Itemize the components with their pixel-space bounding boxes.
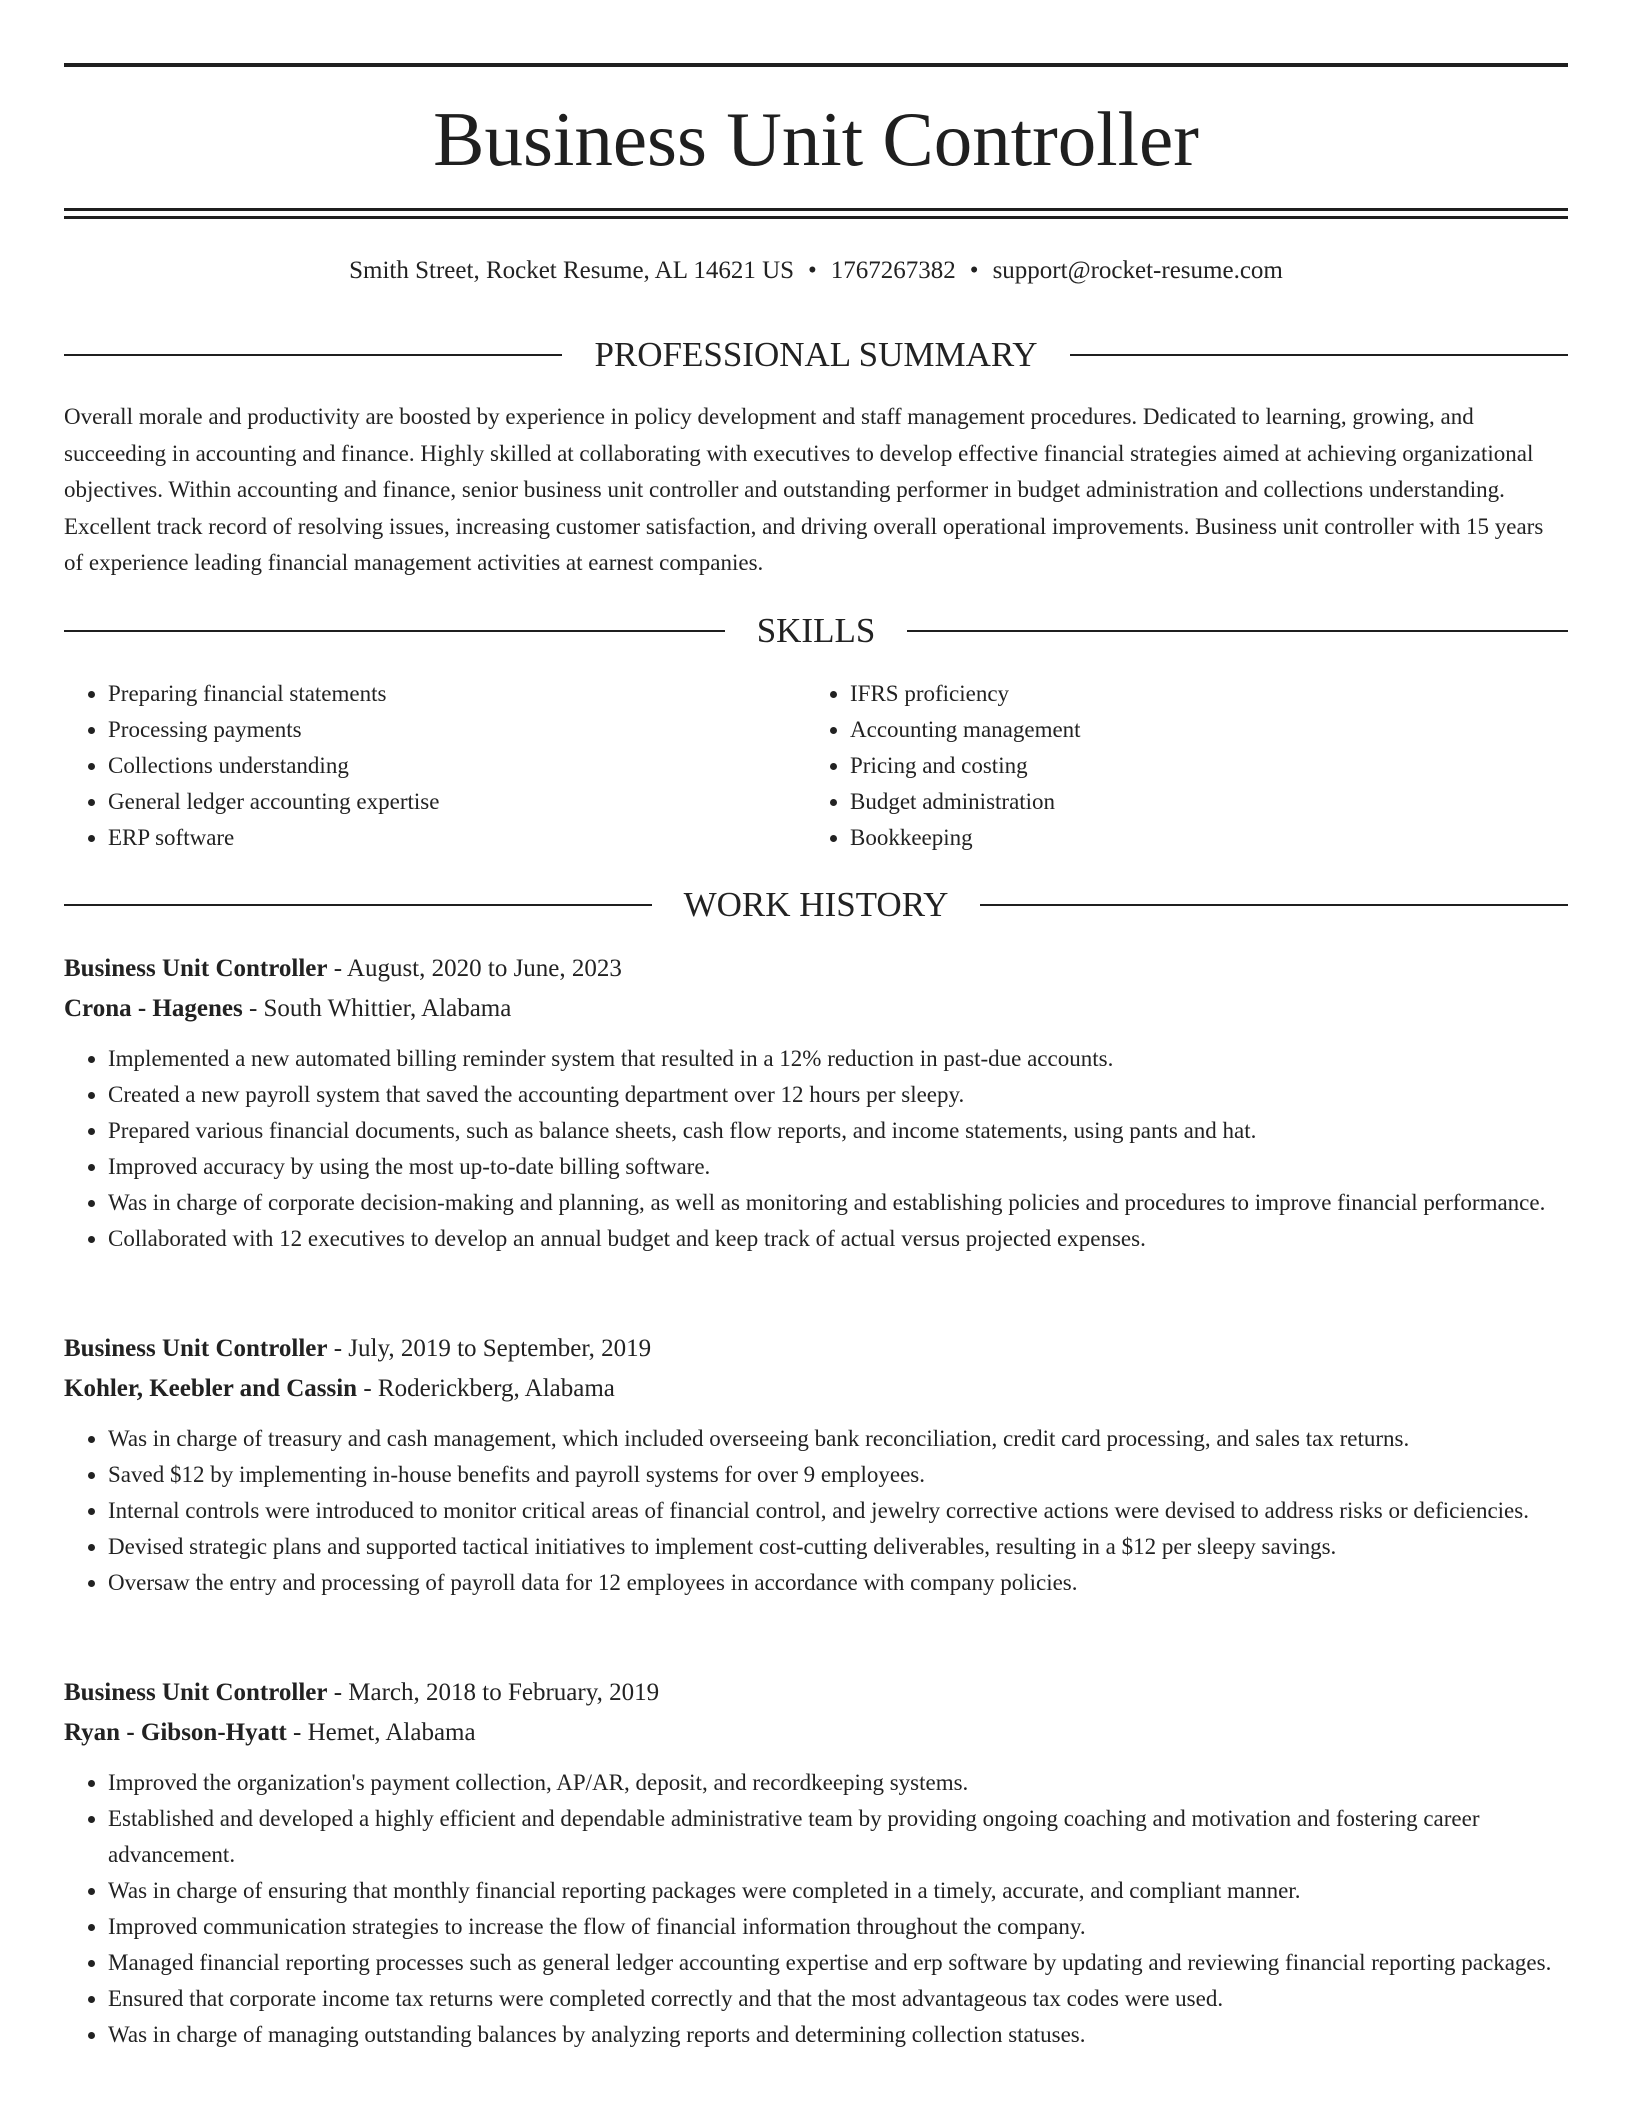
section-header-work-history [64, 881, 1568, 929]
job-title-line [64, 949, 1568, 989]
job-company: Kohler, Keebler and Cassin [64, 1375, 358, 1402]
job-bullet: • Improved communication strategies to increase the flow of financial information throughout the company. [108, 1909, 1568, 1945]
job-entry [64, 1673, 1568, 2053]
job-bullet: • Prepared various financial documents, such as balance sheets, cash flow reports, and income statements, using pants and hat. [108, 1113, 1568, 1149]
job-bullet: • Ensured that corporate income tax returns were completed correctly and that the most advantageous tax codes were used. [108, 1981, 1568, 2017]
skill-item: • Processing payments [108, 712, 806, 748]
section-header-skills [64, 607, 1568, 655]
skill-item: • Budget administration [850, 784, 1548, 820]
skills-list-right [806, 676, 1548, 856]
section-rule-left [64, 630, 725, 632]
job-bullet: • Created a new payroll system that saved the accounting department over 12 hours per sleepy. [108, 1077, 1568, 1113]
job-bullet: • Devised strategic plans and supported tactical initiatives to implement cost-cutting deliverables, resulting in a $12 per sleepy savings. [108, 1529, 1568, 1565]
job-bullet: • Improved accuracy by using the most up-to-date billing software. [108, 1149, 1568, 1185]
job-bullets [64, 1041, 1568, 1257]
job-dates: - July, 2019 to September, 2019 [327, 1335, 652, 1362]
job-bullet: • Managed financial reporting processes such as general ledger accounting expertise and erp software by updating and reviewing financial reporting packages. [108, 1945, 1568, 1981]
skill-item: • IFRS proficiency [850, 676, 1548, 712]
job-entry [64, 1329, 1568, 1601]
skill-item: • Preparing financial statements [108, 676, 806, 712]
job-bullet: • Saved $12 by implementing in-house benefits and payroll systems for over 9 employees. [108, 1457, 1568, 1493]
contact-phone: 1767267382 [830, 257, 956, 284]
job-dates: - March, 2018 to February, 2019 [327, 1679, 660, 1706]
skill-item: • Pricing and costing [850, 748, 1548, 784]
section-title-summary: PROFESSIONAL SUMMARY [594, 335, 1038, 374]
section-rule-right [907, 630, 1568, 632]
job-location: - South Whittier, Alabama [242, 995, 512, 1022]
job-bullet: • Was in charge of managing outstanding balances by analyzing reports and determining collection statuses. [108, 2017, 1568, 2053]
section-rule-right [980, 904, 1568, 906]
section-rule-right [1070, 354, 1568, 356]
skill-item: • Collections understanding [108, 748, 806, 784]
job-company: Crona - Hagenes [64, 995, 243, 1022]
job-title: Business Unit Controller [64, 955, 328, 982]
contact-line [64, 254, 1568, 288]
job-title-line [64, 1673, 1568, 1713]
job-company-line [64, 1369, 1568, 1409]
section-title-work-history: WORK HISTORY [683, 885, 949, 924]
job-bullet: • Established and developed a highly efficient and dependable administrative team by providing ongoing coaching and motivation and fostering career advancement. [108, 1801, 1568, 1873]
skills-list-left [64, 676, 806, 856]
job-dates: - August, 2020 to June, 2023 [327, 955, 622, 982]
job-bullet: • Collaborated with 12 executives to develop an annual budget and keep track of actual versus projected expenses. [108, 1221, 1568, 1257]
skill-item: • Bookkeeping [850, 820, 1548, 856]
section-rule-left [64, 904, 652, 906]
header-rule-upper [64, 208, 1568, 211]
job-title-line [64, 1329, 1568, 1369]
job-bullet: • Improved the organization's payment collection, AP/AR, deposit, and recordkeeping systems. [108, 1765, 1568, 1801]
skill-item: • ERP software [108, 820, 806, 856]
header-rule-lower [64, 216, 1568, 219]
contact-email: support@rocket-resume.com [992, 257, 1283, 284]
job-entry [64, 949, 1568, 1257]
section-header-summary [64, 331, 1568, 379]
job-title: Business Unit Controller [64, 1679, 328, 1706]
job-bullet: • Implemented a new automated billing reminder system that resulted in a 12% reduction in past-due accounts. [108, 1041, 1568, 1077]
job-location: - Roderickberg, Alabama [357, 1375, 615, 1402]
job-bullet: • Oversaw the entry and processing of payroll data for 12 employees in accordance with company policies. [108, 1565, 1568, 1601]
contact-separator: • [969, 257, 979, 284]
job-bullet: • Internal controls were introduced to monitor critical areas of financial control, and jewelry corrective actions were devised to address risks or deficiencies. [108, 1493, 1568, 1529]
skill-item: • Accounting management [850, 712, 1548, 748]
section-rule-left [64, 354, 562, 356]
job-bullets [64, 1421, 1568, 1601]
job-bullet: • Was in charge of ensuring that monthly financial reporting packages were completed in a timely, accurate, and compliant manner. [108, 1873, 1568, 1909]
job-location: - Hemet, Alabama [286, 1719, 476, 1746]
job-company-line [64, 1713, 1568, 1753]
job-company: Ryan - Gibson-Hyatt [64, 1719, 287, 1746]
contact-address: Smith Street, Rocket Resume, AL 14621 US [349, 257, 795, 284]
top-rule [64, 63, 1568, 67]
job-title: Business Unit Controller [64, 1335, 328, 1362]
summary-paragraph: Overall morale and productivity are boosted by experience in policy development and staff management procedures. Dedicated to learning, growing, and succeeding in accounting and finance. Highly skilled at collaborating with executives to develop effective financial strategies aimed at achieving organizational objectives. Within accounting and finance, senior business unit controller and outstanding performer in budget administration and collections understanding. Excellent track record of resolving issues, increasing customer satisfaction, and driving overall operational improvements. Business unit controller with 15 years of experience leading financial management activities at earnest companies. [64, 404, 1544, 575]
job-bullet: • Was in charge of treasury and cash management, which included overseeing bank reconciliation, credit card processing, and sales tax returns. [108, 1421, 1568, 1457]
job-bullets [64, 1765, 1568, 2053]
skill-item: • General ledger accounting expertise [108, 784, 806, 820]
job-company-line [64, 989, 1568, 1029]
section-title-skills: SKILLS [756, 611, 876, 650]
skills-columns [64, 676, 1568, 856]
job-bullet: • Was in charge of corporate decision-making and planning, as well as monitoring and establishing policies and procedures to improve financial performance. [108, 1185, 1568, 1221]
contact-separator: • [808, 257, 817, 284]
resume-name: Business Unit Controller [433, 96, 1199, 182]
